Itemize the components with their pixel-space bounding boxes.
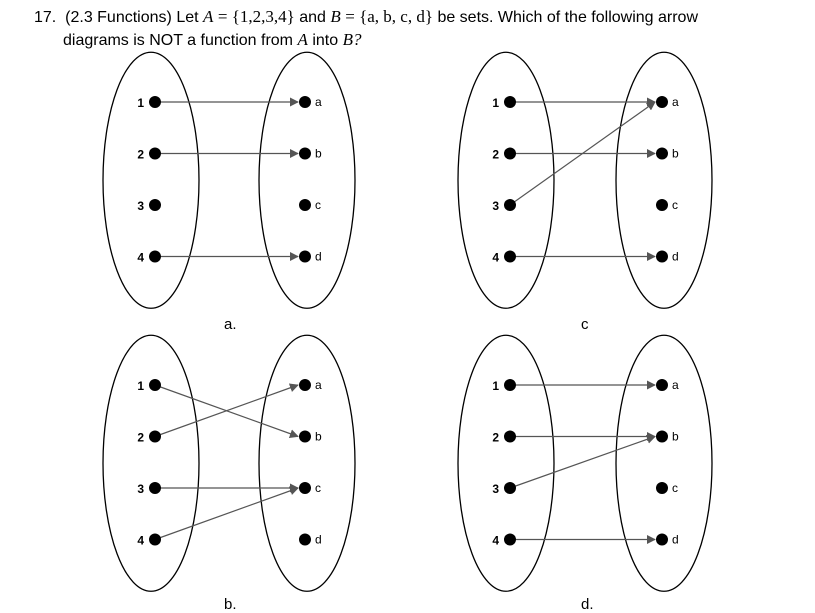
let-word: Let [176,9,199,26]
diagram-a-codomain-label-a: a [315,95,322,109]
diagram-a-codomain-dot-b [299,148,311,160]
diagram-a-codomain-dot-c [299,199,311,211]
diagram-a-domain-label-2: 2 [137,147,144,162]
diagram-c-codomain-label-a: a [672,95,679,109]
set-b-name: B [330,7,341,26]
diagram-c-domain-dot-2 [504,148,516,160]
diagram-b-codomain-dot-d [299,534,311,546]
line2-set-a: A [297,30,308,49]
diagram-b-domain-oval [103,335,199,591]
diagram-b-label: b. [224,596,237,613]
diagram-d-domain-dot-4 [504,534,516,546]
diagram-c-domain-dot-4 [504,251,516,263]
line2-into: into [312,32,339,49]
diagram-a-domain-dot-3 [149,199,161,211]
diagram-c-codomain-oval [616,52,712,308]
diagram-b-codomain-label-a: a [315,378,322,392]
diagram-c-domain-label-1: 1 [492,96,499,110]
diagram-d-domain-label-3: 3 [492,482,499,496]
diagram-b-domain-dot-3 [149,482,161,494]
diagram-a-domain-dot-2 [149,148,161,160]
diagram-b-codomain-label-d: d [315,532,322,547]
diagram-d-codomain-dot-a [656,379,668,391]
diagram-b-domain-label-1: 1 [137,379,144,393]
diagram-d-codomain-dot-d [656,534,668,546]
diagram-c-codomain-label-b: b [672,146,679,161]
diagram-c-codomain-label-c: c [672,198,678,212]
diagram-c-domain-dot-3 [504,199,516,211]
diagram-b-codomain-label-b: b [315,429,322,444]
diagram-a-domain-label-1: 1 [137,96,144,110]
diagram-a-domain-label-3: 3 [137,199,144,213]
set-b-definition: = {a, b, c, d} [345,7,433,26]
diagram-a-domain-dot-4 [149,251,161,263]
diagram-b-domain-label-2: 2 [137,430,144,445]
diagram-d-codomain-label-c: c [672,481,678,495]
diagram-d-label: d. [581,596,594,613]
and-word: and [299,9,326,26]
diagram-d-domain-dot-3 [504,482,516,494]
diagram-d-domain-label-4: 4 [492,533,499,548]
diagram-d-codomain-label-a: a [672,378,679,392]
diagram-a-codomain-oval [259,52,355,308]
diagram-a-codomain-label-c: c [315,198,321,212]
diagram-d-domain-dot-2 [504,431,516,443]
diagram-d-codomain-oval [616,335,712,591]
diagram-a-codomain-dot-d [299,251,311,263]
diagram-b-domain-dot-2 [149,431,161,443]
diagram-c-domain-label-2: 2 [492,147,499,162]
diagram-a-label: a. [224,316,237,333]
question-topic: (2.3 Functions) [65,9,172,26]
diagram-b-domain-label-4: 4 [137,533,144,548]
diagram-c-codomain-dot-d [656,251,668,263]
diagram-d-arrow-3-b [510,437,655,489]
diagram-b-domain-dot-4 [149,534,161,546]
diagram-a-codomain-label-b: b [315,146,322,161]
diagram-b-codomain-dot-a [299,379,311,391]
diagram-a-codomain-label-d: d [315,249,322,264]
diagram-d-domain-label-1: 1 [492,379,499,393]
diagram-c-codomain-dot-a [656,96,668,108]
diagram-b-codomain-dot-b [299,431,311,443]
diagram-b-domain-dot-1 [149,379,161,391]
question-tail-line1: be sets. Which of the following arrow [437,9,698,26]
diagram-c-codomain-dot-c [656,199,668,211]
diagram-a-domain-oval [103,52,199,308]
diagram-c-codomain-dot-b [656,148,668,160]
line2-set-b: B? [342,30,362,49]
diagram-b-domain-label-3: 3 [137,482,144,496]
question-number: 17. [34,9,57,26]
diagram-a-domain-dot-1 [149,96,161,108]
diagram-d-domain-label-2: 2 [492,430,499,445]
diagram-b-codomain-oval [259,335,355,591]
question-line2-prefix: diagrams is NOT a function from [63,32,294,49]
diagram-a-domain-label-4: 4 [137,250,144,265]
set-a-definition: = {1,2,3,4} [217,7,295,26]
diagram-c-domain-dot-1 [504,96,516,108]
diagram-b-codomain-dot-c [299,482,311,494]
diagram-d-codomain-dot-c [656,482,668,494]
diagram-c-codomain-label-d: d [672,249,679,264]
diagram-d-codomain-label-d: d [672,532,679,547]
diagram-d-domain-dot-1 [504,379,516,391]
diagram-d-codomain-label-b: b [672,429,679,444]
diagram-c-domain-oval [458,52,554,308]
diagram-b-arrow-4-c [155,488,298,540]
diagram-c-domain-label-4: 4 [492,250,499,265]
diagram-a-codomain-dot-a [299,96,311,108]
diagram-d-codomain-dot-b [656,431,668,443]
diagram-c-domain-label-3: 3 [492,199,499,213]
diagram-d-domain-oval [458,335,554,591]
diagram-b-codomain-label-c: c [315,481,321,495]
set-a-name: A [203,7,214,26]
diagram-c-label: c [581,316,589,333]
